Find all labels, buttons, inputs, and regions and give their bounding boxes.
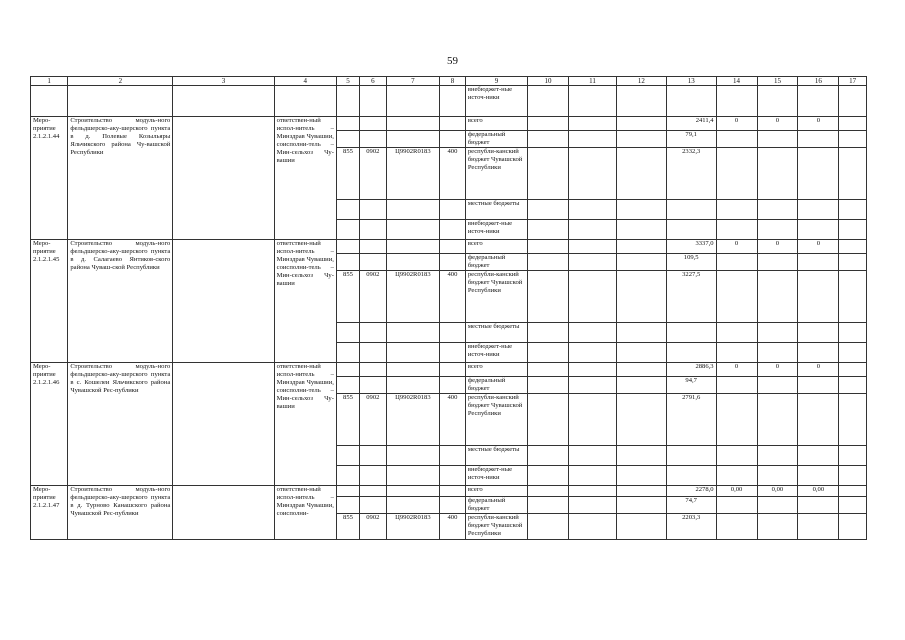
column-header: 11 bbox=[568, 77, 616, 86]
event-name: Строительство модуль-ного фельдшерско-аку-шерского пункта в д. Турново Канашского района Чувашской Рес-публики bbox=[68, 486, 173, 540]
code-grbs: 855 bbox=[336, 148, 359, 200]
code-csr: Ц9902R0183 bbox=[386, 394, 439, 446]
budget-total-label: всего bbox=[465, 486, 527, 497]
code-vr: 400 bbox=[440, 148, 466, 200]
event-code: Меро-приятие 2.1.2.1.47 bbox=[31, 486, 68, 540]
column-header: 15 bbox=[757, 77, 798, 86]
republic-value: 2332,3 bbox=[666, 148, 716, 200]
value-col15: 0,00 bbox=[757, 486, 798, 497]
federal-value: 94,7 bbox=[666, 377, 716, 394]
budget-extra-label: внебюджет-ные источ-ники bbox=[465, 86, 527, 117]
executor: ответствен-ный испол-нитель – Минздрав Чувашии, соисполни-тель – Мин-сельхоз Чу-вашии bbox=[274, 240, 336, 363]
code-grbs: 855 bbox=[336, 394, 359, 446]
federal-value: 109,5 bbox=[666, 254, 716, 271]
federal-value: 74,7 bbox=[666, 497, 716, 514]
federal-value: 79,1 bbox=[666, 131, 716, 148]
total-value: 3337,0 bbox=[666, 240, 716, 254]
event-name: Строительство модуль-ного фельдшерско-аку-шерского пункта в д. Салагаево Янтиков-ского района Чуваш-ской Республики bbox=[68, 240, 173, 363]
budget-republic-label: республи-канский бюджет Чувашской Республики bbox=[465, 148, 527, 200]
table-row bbox=[31, 117, 867, 131]
column-header: 13 bbox=[666, 77, 716, 86]
executor: ответствен-ный испол-нитель – Минздрав Чувашии, соисполни- bbox=[274, 486, 336, 540]
budget-extra-label: внебюджет-ные источ-ники bbox=[465, 343, 527, 363]
budget-local-label: местные бюджеты bbox=[465, 323, 527, 343]
column-header: 16 bbox=[798, 77, 839, 86]
column-header: 7 bbox=[386, 77, 439, 86]
budget-federal-label: федеральный бюджет bbox=[465, 377, 527, 394]
budget-federal-label: федеральный бюджет bbox=[465, 497, 527, 514]
event-name: Строительство модуль-ного фельдшерско-аку-шерского пункта в с. Кошелеи Яльчикского района Чувашской Рес-публики bbox=[68, 363, 173, 486]
column-header: 12 bbox=[617, 77, 667, 86]
budget-federal-label: федеральный бюджет bbox=[465, 131, 527, 148]
value-col14: 0,00 bbox=[716, 486, 757, 497]
budget-local-label: местные бюджеты bbox=[465, 200, 527, 220]
column-header: 8 bbox=[440, 77, 466, 86]
value-col16: 0,00 bbox=[798, 486, 839, 497]
executor: ответствен-ный испол-нитель – Минздрав Чувашии, соисполни-тель – Мин-сельхоз Чу-вашии bbox=[274, 117, 336, 240]
total-value: 2278,0 bbox=[666, 486, 716, 497]
column-header: 6 bbox=[360, 77, 387, 86]
value-col15: 0 bbox=[757, 240, 798, 254]
budget-extra-label: внебюджет-ные источ-ники bbox=[465, 220, 527, 240]
code-vr: 400 bbox=[440, 514, 466, 540]
code-csr: Ц9902R0183 bbox=[386, 148, 439, 200]
budget-total-label: всего bbox=[465, 117, 527, 131]
code-vr: 400 bbox=[440, 271, 466, 323]
program-table bbox=[30, 76, 867, 540]
fragment-row bbox=[31, 86, 867, 117]
page-number: 59 bbox=[447, 55, 458, 67]
column-header: 10 bbox=[528, 77, 569, 86]
republic-value: 2203,3 bbox=[666, 514, 716, 540]
column-header: 2 bbox=[68, 77, 173, 86]
value-col14: 0 bbox=[716, 117, 757, 131]
budget-republic-label: республи-канский бюджет Чувашской Республики bbox=[465, 271, 527, 323]
code-grbs: 855 bbox=[336, 271, 359, 323]
republic-value: 3227,5 bbox=[666, 271, 716, 323]
total-value: 2886,3 bbox=[666, 363, 716, 377]
budget-total-label: всего bbox=[465, 240, 527, 254]
table-row bbox=[31, 486, 867, 497]
executor: ответствен-ный испол-нитель – Минздрав Чувашии, соисполни-тель – Мин-сельхоз Чу-вашии bbox=[274, 363, 336, 486]
budget-local-label: местные бюджеты bbox=[465, 446, 527, 466]
event-code: Меро-приятие 2.1.2.1.46 bbox=[31, 363, 68, 486]
budget-republic-label: республи-канский бюджет Чувашской Республики bbox=[465, 394, 527, 446]
republic-value: 2791,6 bbox=[666, 394, 716, 446]
budget-extra-label: внебюджет-ные источ-ники bbox=[465, 466, 527, 486]
code-rzpr: 0902 bbox=[360, 394, 387, 446]
column-header: 14 bbox=[716, 77, 757, 86]
total-value: 2411,4 bbox=[666, 117, 716, 131]
budget-republic-label: республи-канский бюджет Чувашской Республики bbox=[465, 514, 527, 540]
value-col14: 0 bbox=[716, 363, 757, 377]
value-col15: 0 bbox=[757, 363, 798, 377]
value-col16: 0 bbox=[798, 240, 839, 254]
table-body bbox=[31, 77, 867, 540]
value-col16: 0 bbox=[798, 363, 839, 377]
column-header: 17 bbox=[839, 77, 867, 86]
value-col15: 0 bbox=[757, 117, 798, 131]
event-code: Меро-приятие 2.1.2.1.45 bbox=[31, 240, 68, 363]
value-col16: 0 bbox=[798, 117, 839, 131]
column-header: 4 bbox=[274, 77, 336, 86]
event-name: Строительство модуль-ного фельдшерско-аку-шерского пункта в д. Полевые Козыльяры Яльчикского района Чу-вашской Республики bbox=[68, 117, 173, 240]
column-header: 5 bbox=[336, 77, 359, 86]
budget-federal-label: федеральный бюджет bbox=[465, 254, 527, 271]
column-header: 9 bbox=[465, 77, 527, 86]
table-row bbox=[31, 240, 867, 254]
column-header: 1 bbox=[31, 77, 68, 86]
column-header: 3 bbox=[173, 77, 274, 86]
code-vr: 400 bbox=[440, 394, 466, 446]
code-grbs: 855 bbox=[336, 514, 359, 540]
code-rzpr: 0902 bbox=[360, 271, 387, 323]
code-rzpr: 0902 bbox=[360, 148, 387, 200]
table-row bbox=[31, 363, 867, 377]
event-code: Меро-приятие 2.1.2.1.44 bbox=[31, 117, 68, 240]
value-col14: 0 bbox=[716, 240, 757, 254]
budget-total-label: всего bbox=[465, 363, 527, 377]
code-csr: Ц9902R0183 bbox=[386, 514, 439, 540]
header-row bbox=[31, 77, 867, 86]
code-rzpr: 0902 bbox=[360, 514, 387, 540]
code-csr: Ц9902R0183 bbox=[386, 271, 439, 323]
